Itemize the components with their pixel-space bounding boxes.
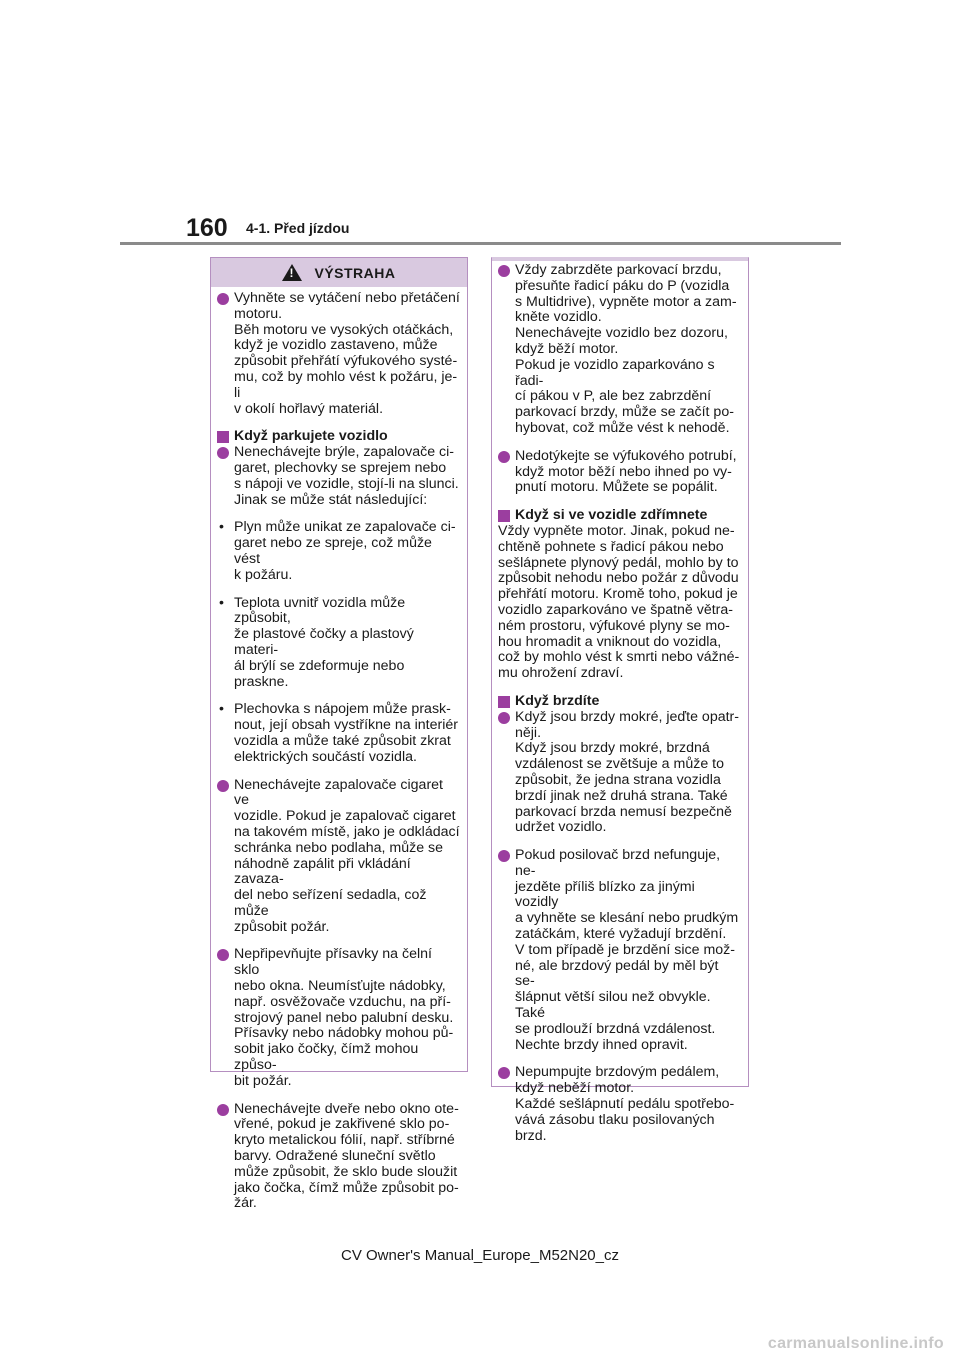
bullet-dot-icon	[217, 778, 234, 936]
warning-triangle-icon	[282, 264, 302, 281]
sub-list-item-text: Plyn může unikat ze zapalovače ci- garet nebo ze spreje, což může vést k požáru.	[234, 519, 456, 583]
bullet-dot-icon	[498, 263, 515, 437]
list-item	[217, 778, 461, 936]
list-item-text: Vždy zabrzděte parkovací brzdu, přesuňte řadicí páku do P (vozidla s Multidrive), vypněte motor a zam- kněte vozidlo. Nenechávejte vozidlo bez dozoru, když běží motor. Pokud je vozidlo zaparkováno s řadi- cí pákou v P, ale bez zabrzdění parkovací brzdy, může se začít po- hybovat, což může vést k nehodě.	[515, 262, 737, 436]
list-item	[217, 291, 461, 417]
list-item-text: Pokud posilovač brzd nefunguje, ne- jezděte příliš blízko za jinými vozidly a vyhněte se klesání nebo prudkým zatáčkám, které vyžadují brzdění. V tom případě je brzdění sice mož- né, ale brzdový pedál by měl být se- šlápnut větší silou než obvykle. Také se prodlouží brzdná vzdálenost. Nechte brzdy ihned opravit.	[515, 847, 739, 1053]
list-item-text: Nedotýkejte se výfukového potrubí, když motor běží nebo ihned po vy- pnutí motoru. Můžete se popálit.	[515, 447, 737, 496]
list-item	[498, 848, 742, 1053]
list-item	[217, 1102, 461, 1213]
sub-bullet-mark: •	[219, 594, 224, 611]
bullet-dot-icon	[498, 449, 515, 496]
bullet-dot-icon	[217, 445, 234, 508]
sub-bullet-mark: •	[219, 519, 224, 536]
watermark: carmanualsonline.info	[767, 1335, 944, 1352]
list-item	[498, 449, 742, 496]
bullet-square-icon	[498, 508, 515, 524]
sub-bullet-mark: •	[219, 701, 224, 718]
header-rule	[120, 242, 841, 245]
heading-text: Když parkujete vozidlo	[234, 428, 388, 445]
subsection-heading	[217, 429, 461, 445]
bullet-dot-icon	[217, 947, 234, 1089]
heading-text: Když brzdíte	[515, 692, 600, 709]
warning-header	[211, 258, 467, 287]
section-title: 4-1. Před jízdou	[246, 220, 350, 236]
list-item-text: Nenechávejte brýle, zapalovače ci- garet, plechovky se sprejem nebo s nápoji ve vozidle, stojí-li na slunci. Jinak se může stát následující:	[234, 444, 459, 508]
list-item-text: Vyhněte se vytáčení nebo přetáčení motoru. Běh motoru ve vysokých otáčkách, když je vozidlo zastaveno, může způsobit přehřátí výfukového systé- mu, což by mohlo vést k požáru, je-li v okolí hořlavý materiál.	[234, 290, 460, 417]
bullet-dot-icon	[498, 1065, 515, 1144]
paragraph: Vždy vypněte motor. Jinak, pokud ne- chtěně pohnete s řadicí pákou nebo sešlápnete plynový pedál, mohlo by to způsobit nehodu nebo požár z důvodu přehřátí motoru. Kromě toho, pokud je vozidlo zaparkováno ve špatně větra- ném prostoru, výfukové plyny se mo- hou hromadit a vniknout do vozidla, což by mohlo vést k smrti nebo vážné- mu ohrožení zdraví.	[498, 522, 740, 682]
list-item	[498, 710, 742, 836]
sub-list-item-text: Plechovka s nápojem může prask- nout, její obsah vystříkne na interiér vozidla a může také způsobit zkrat elektrických součástí vozidla.	[234, 701, 458, 765]
list-item	[498, 1065, 742, 1144]
list-item-text: Nenechávejte dveře nebo okno ote- vřené, pokud je zakřivené sklo po- kryto metalickou fólií, např. stříbrné barvy. Odražené sluneční světlo může způsobit, že sklo bude sloužit jako čočka, čímž může způsobit po- žár.	[234, 1100, 459, 1212]
list-item	[217, 947, 461, 1089]
list-item	[217, 445, 461, 508]
sub-list-item-text: Teplota uvnitř vozidla může způsobit, že plastové čočky a plastový materi- ál brýlí se zdeformuje nebo praskne.	[234, 594, 414, 690]
sub-list-item	[217, 702, 461, 765]
bullet-dot-icon	[217, 1102, 234, 1213]
subsection-heading	[498, 508, 742, 524]
warning-box-continued	[491, 257, 749, 1144]
list-item-text: Nepřipevňujte přísavky na čelní sklo nebo okna. Neumísťujte nádobky, např. osvěžovače vzduchu, na pří- strojový panel nebo palubní desku. Přísavky nebo nádobky mohou pů- sobit jako čočky, čímž mohou způso- bit požár.	[234, 946, 454, 1089]
sub-list-item	[217, 596, 461, 691]
bullet-square-icon	[217, 429, 234, 445]
bullet-square-icon	[498, 694, 515, 710]
list-item-text: Nepumpujte brzdovým pedálem, když neběží motor. Každé sešlápnutí pedálu spotřebo- vává zásobu tlaku posilovaných brzd.	[515, 1064, 735, 1144]
sub-list-item	[217, 520, 461, 583]
page-number: 160	[186, 214, 228, 242]
list-item	[498, 263, 742, 437]
footer-text: CV Owner's Manual_Europe_M52N20_cz	[340, 1247, 619, 1264]
warning-box	[210, 257, 468, 1212]
warning-title: VÝSTRAHA	[314, 264, 396, 281]
list-item-text: Když jsou brzdy mokré, jeďte opatr- něji. Když jsou brzdy mokré, brzdná vzdálenost se zvětšuje a může to způsobit, že jedna strana vozidla brzdí jinak než druhá strana. Také parkovací brzda nemusí bezpečně udržet vozidlo.	[515, 708, 739, 836]
list-item-text: Nenechávejte zapalovače cigaret ve vozidle. Pokud je zapalovač cigaret na takovém místě, jako je odkládací schránka nebo podlaha, může se náhodně zapálit při vkládání zavaza- del nebo seřízení sedadla, což může způsobit požár.	[234, 776, 460, 935]
bullet-dot-icon	[217, 291, 234, 417]
warning-continued-content	[492, 261, 748, 1144]
heading-text: Když si ve vozidle zdřímnete	[515, 507, 708, 524]
warning-content	[211, 287, 467, 1212]
bullet-dot-icon	[498, 710, 515, 836]
bullet-dot-icon	[498, 848, 515, 1053]
subsection-heading	[498, 694, 742, 710]
